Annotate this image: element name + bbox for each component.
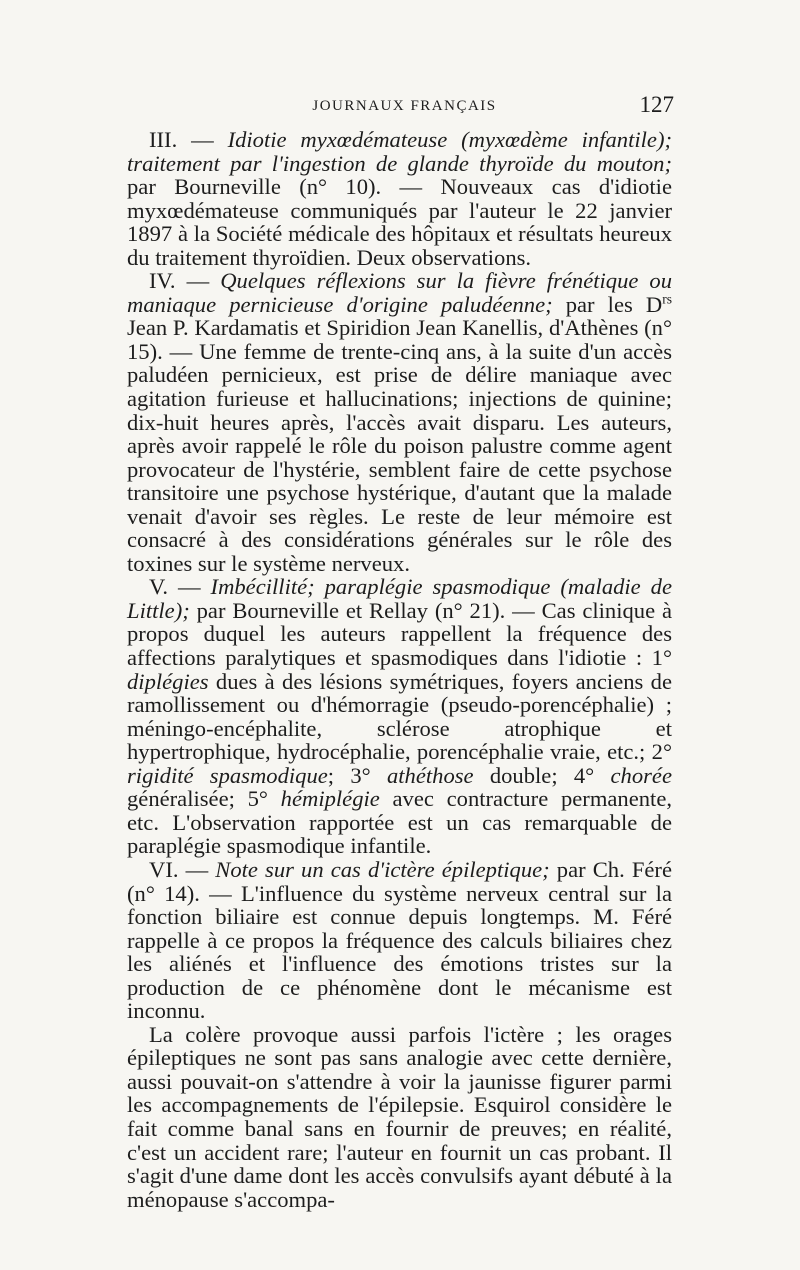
superscript-run: rs — [662, 291, 672, 307]
italic-run: rigidité spasmodique — [127, 762, 328, 788]
italic-run: Quelques réflexions sur la fièvre frénétique ou maniaque pernicieuse d'origine paludéenne; — [127, 268, 673, 317]
text-run: V. — — [149, 574, 211, 600]
italic-run: Idiotie myxœdémateuse (myxœdème infantile); traitement par l'ingestion de glande thyroïde du mouton; — [127, 127, 672, 176]
text-run: Jean P. Kardamatis et Spiridion Jean Kanellis, d'Athènes (n° 15). — Une femme de trente-cinq ans, à la suite d'un accès paludéen pernicieux, est prise de délire maniaque avec agitation furieuse et hallucinations; injections de quinine; dix-huit heures après, l'accès avait disparu. Les auteurs, après avoir rappelé le rôle du poison palustre comme agent provocateur de l'hystérie, semblent faire de cette psychose transitoire une psychose hystérique, d'autant que la malade venait d'avoir ses règles. Le reste de leur mémoire est consacré à des considérations générales sur le rôle des toxines sur le système nerveux. — [127, 315, 672, 576]
text-run: IV. — — [149, 268, 221, 294]
text-run: par Bourneville (n° 10). — Nouveaux cas d'idiotie myxœdémateuse communiqués par l'auteur le 22 janvier 1897 à la Société médicale des hôpitaux et résultats heureux du traitement thyroïdien. Deux observations. — [127, 174, 672, 270]
page-number: 127 — [639, 92, 674, 117]
text-run: avec contracture permanente, etc. L'observation rapportée est un cas remarquable de paraplégie spasmodique infantile. — [127, 786, 672, 859]
text-run: généralisée; 5° — [127, 786, 281, 812]
text-run: par Ch. Féré (n° 14). — L'influence du système nerveux central sur la fonction biliaire est connue depuis longtemps. M. Féré rappelle à ce propos la fréquence des calculs biliaires chez les aliénés et l'influence des émotions tristes sur la production de ce phénomène dont le mécanisme est inconnu. — [127, 856, 672, 1024]
text-run: III. — — [149, 127, 228, 152]
italic-run: Note sur un cas d'ictère épileptique; — [215, 856, 550, 882]
italic-run: athéthose — [386, 762, 474, 788]
paragraph-iii — [127, 128, 672, 269]
paragraph-iv — [127, 269, 672, 575]
italic-run: hémiplégie — [280, 786, 380, 812]
italic-run: diplégies — [127, 668, 209, 694]
running-header — [127, 92, 682, 120]
italic-run: chorée — [610, 762, 672, 788]
text-run: par les D — [552, 291, 663, 317]
text-run: ; 3° — [327, 762, 387, 788]
paragraph-v — [127, 575, 672, 858]
paragraph-vi — [127, 858, 672, 1023]
text-run: La colère provoque aussi parfois l'ictère ; les orages épileptiques ne sont pas sans analogie avec cette dernière, aussi pouvait-on s'attendre à voir la jaunisse figurer parmi les accompagnements de l'épilepsie. Esquirol considère le fait comme banal sans en fournir de preuves; en réalité, c'est un accident rare; l'auteur en fournit un cas probant. Il s'agit d'une dame dont les accès convulsifs ayant débuté à la ménopause s'accompa- — [127, 1021, 672, 1212]
text-run: par Bourneville et Rellay (n° 21). — Cas clinique à propos duquel les auteurs rappellent la fréquence des affections paralytiques et spasmodiques dans l'idiotie : 1° — [127, 597, 672, 671]
italic-run: Imbécillité; paraplégie spasmodique (maladie de Little); — [127, 574, 672, 623]
text-run: double; 4° — [473, 762, 611, 788]
text-run: VI. — — [149, 856, 216, 882]
body-text — [127, 128, 672, 1211]
running-title: JOURNAUX FRANÇAIS — [312, 98, 497, 114]
paragraph-continuation — [127, 1023, 672, 1211]
text-run: dues à des lésions symétriques, foyers anciens de ramollissement ou d'hémorragie (pseudo-porencéphalie) ; méningo-encéphalite, sclérose atrophique et hypertrophique, hydrocéphalie, porencéphalie vraie, etc.; 2° — [127, 668, 672, 765]
